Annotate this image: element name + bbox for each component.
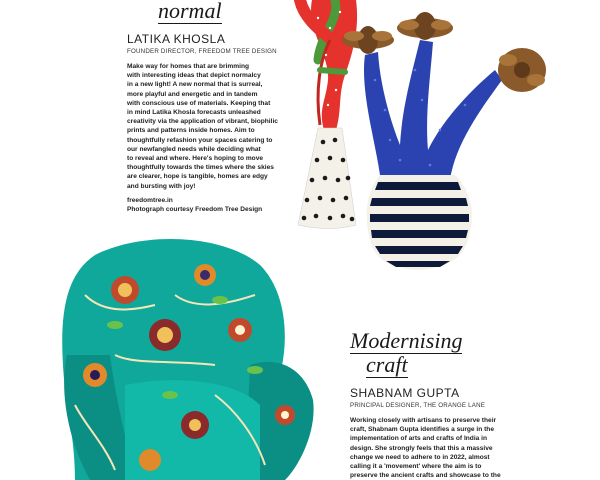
body-line: with interesting ideas that depict normalcy: [127, 72, 261, 80]
body-line: thoughtfully towards the times where the skies: [127, 164, 274, 172]
body-line: preserve the ancient crafts and showcase to the: [350, 472, 501, 480]
body-line: in a new light! A new normal that is surreal,: [127, 81, 263, 89]
designer-name: SHABNAM GUPTA: [350, 386, 460, 400]
designer-name: LATIKA KHOSLA: [127, 32, 226, 46]
body-line: Make way for homes that are brimming: [127, 63, 250, 70]
body-line: with conscious use of materials. Keeping that: [127, 99, 271, 107]
blue-sculpture: [364, 40, 502, 180]
section1-title: normal: [158, 0, 222, 23]
body-line: to reveal and where. Here's hoping to move: [127, 155, 264, 163]
designer-role: FOUNDER DIRECTOR, FREEDOM TREE DESIGN: [127, 48, 277, 55]
body-line: design. She strongly feels that this a massive: [350, 444, 493, 452]
body-line: change we need to adhere to in 2022, almost: [350, 453, 490, 461]
section2-designer: [350, 386, 550, 409]
embroidered-armchair: [62, 239, 313, 480]
body-line: calling it a 'movement' where the aim is to: [350, 463, 482, 471]
striped-vase: [367, 175, 472, 270]
dotted-vase: [298, 128, 356, 229]
body-line: more playful and energetic and in tandem: [127, 90, 258, 98]
body-line: thoughtfully refashion your spaces catering to: [127, 136, 273, 144]
body-line: and bursting with joy!: [127, 182, 196, 190]
chair-illustration: [55, 235, 325, 480]
section1-designer: [127, 32, 317, 55]
body-line: craft, Shabnam Gupta identifies a surge in the: [350, 426, 494, 434]
red-cactus: [300, 0, 357, 130]
section2-title: [350, 330, 462, 378]
body-line: our newfangled needs while deciding what: [127, 145, 261, 153]
body-line: implementation of arts and crafts of India in: [350, 435, 488, 443]
body-line: in mind Latika Khosla forecasts unleashed: [127, 109, 261, 117]
body-line: Working closely with artisans to preserve their: [350, 417, 497, 424]
photo-credit: Photograph courtesy Freedom Tree Design: [127, 206, 263, 214]
section2-title-line1: Modernising: [350, 328, 463, 353]
designer-role: PRINCIPAL DESIGNER, THE ORANGE LANE: [350, 402, 486, 409]
section2-body: [350, 416, 595, 480]
website-text: freedomtree.in: [127, 197, 173, 204]
sculpture-illustration: [290, 0, 600, 300]
body-line: creativity via the application of vibrant, biophilic: [127, 118, 278, 126]
body-line: prints and patterns inside homes. Aim to: [127, 127, 255, 135]
body-line: are clearer, hope is tangible, homes are edgy: [127, 173, 268, 181]
section2-title-line2: craft: [366, 352, 408, 377]
